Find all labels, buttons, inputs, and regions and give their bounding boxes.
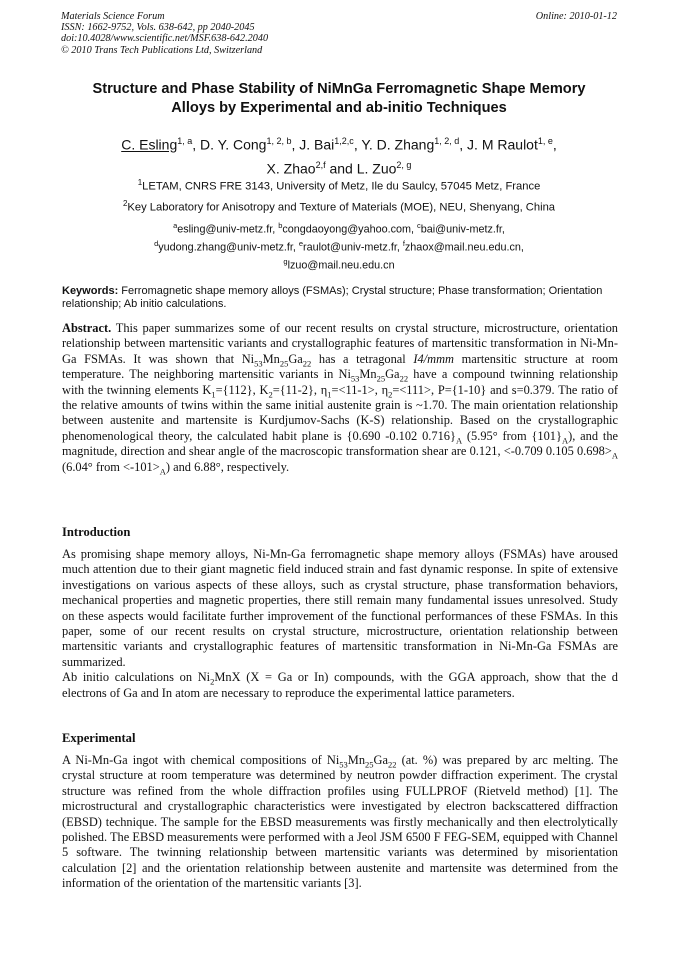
subscript: A bbox=[455, 435, 463, 446]
journal-name: Materials Science Forum bbox=[61, 11, 165, 22]
abstract-text: Mn bbox=[359, 367, 377, 382]
email-link[interactable]: raulot@univ-metz.fr, bbox=[303, 241, 403, 254]
email-sup: e bbox=[298, 239, 304, 249]
aff-text: LETAM, CNRS FRE 3143, University of Metz, Ile du Saulcy, 57045 Metz, France bbox=[142, 180, 541, 193]
abstract-text: Mn bbox=[262, 351, 280, 366]
email-link[interactable]: lzuo@mail.neu.edu.cn bbox=[287, 259, 395, 272]
intro-paragraph-2-cont: MnX (X = Ga or In) compounds, with the GGA approach, show that the d electrons of Ga and In atom are necessary to reproduce the experimental lattice parameters. bbox=[62, 670, 618, 700]
subscript: 25 bbox=[279, 358, 289, 369]
copyright: © 2010 Trans Tech Publications Ltd, Switzerland bbox=[61, 44, 263, 56]
subscript: 22 bbox=[387, 759, 397, 770]
affiliation-2 bbox=[40, 197, 638, 215]
abstract-text: martensitic structure at room temperature. The neighboring martensitic variants in Ni bbox=[62, 351, 618, 382]
abstract-text: ={11-2}, η bbox=[272, 382, 328, 397]
subscript: 2 bbox=[268, 389, 273, 400]
abstract-text: has a tetragonal bbox=[311, 351, 414, 366]
subscript: A bbox=[561, 435, 569, 446]
email-sup: c bbox=[417, 221, 421, 230]
abstract-text: ={112}, K bbox=[215, 382, 269, 397]
keywords-text: Ferromagnetic shape memory alloys (FSMAs); Crystal structure; Phase transformation; Orientation relationship; Ab initio calculations. bbox=[62, 285, 603, 310]
email-sup: d bbox=[154, 239, 159, 249]
affiliation-1 bbox=[40, 176, 638, 194]
email-sup: g bbox=[283, 257, 288, 267]
paper-title bbox=[40, 80, 638, 118]
email-link[interactable]: congdaoyong@yahoo.com, bbox=[282, 223, 417, 236]
online-date: Online: 2010-01-12 bbox=[535, 11, 617, 22]
email-sup: a bbox=[173, 221, 178, 230]
email-link[interactable]: esling@univ-metz.fr, bbox=[177, 223, 279, 236]
author-name: and L. Zuo bbox=[325, 160, 397, 177]
abstract-text: =<111>, P={1-10} and s=0.379. The ratio of the relative amounts of twins within the same initial austenite grain is ~1.70. The main orientation relationship between austenite and martensite is Kurdjumov-Sachs (K-S) relationship. Based on the crystallographic phenomenological theory, the calculated habit plane is {0.690 -0.102 0.716} bbox=[62, 382, 619, 443]
email-link[interactable]: zhaox@mail.neu.edu.cn, bbox=[404, 241, 524, 254]
experimental-text: A Ni-Mn-Ga ingot with chemical compositions of Ni bbox=[62, 753, 340, 767]
author-sup: 2, g bbox=[396, 159, 412, 170]
subscript: 22 bbox=[302, 358, 312, 369]
introduction-heading: Introduction bbox=[62, 525, 131, 539]
author-name: X. Zhao bbox=[266, 160, 316, 177]
aff-text: Key Laboratory for Anisotropy and Texture of Materials (MOE), NEU, Shenyang, China bbox=[127, 201, 556, 214]
abstract-text: Ga bbox=[288, 351, 303, 366]
subscript: 25 bbox=[376, 373, 386, 384]
author-name: C. Esling bbox=[121, 136, 178, 153]
author-name: , J. Bai bbox=[291, 136, 335, 153]
subscript: 22 bbox=[399, 373, 409, 384]
abstract-text: ), and the magnitude, direction and shear angle of the macroscopic transformation shear are 0.121, <-0.709 0.105 0.698> bbox=[62, 428, 619, 459]
author-sup: 1, e bbox=[537, 136, 553, 146]
subscript: 1 bbox=[327, 389, 332, 400]
abstract-text: This paper summarizes some of our recent results on crystal structure, microstructure, orientation relationship between martensitic variants and crystallographic features of martensitic transformation in Ni-Mn-Ga FSMAs. It was shown that Ni bbox=[62, 321, 618, 366]
experimental-heading: Experimental bbox=[62, 731, 136, 745]
intro-paragraph: As promising shape memory alloys, Ni-Mn-Ga ferromagnetic shape memory alloys (FSMAs) have aroused much attention due to their giant magnetic field induced strain and fast dynamic response. In spite of extensive investigations on various aspects of these alloys, such as crystal structure, phase transformation behaviors, mechanical properties and magnetic properties, there still remain many fundamental issues unresolved. Study on these aspects would facilitate further improvement of the functional performances of these FSMAs. In this paper, some of our recent results on crystal structure, microstructure, orientation relationship between martensitic variants and crystallographic features of martensitic transformation in Ni-Mn-Ga FSMAs are summarized. bbox=[62, 547, 618, 669]
subscript: 53 bbox=[350, 373, 360, 384]
author-name: , Y. D. Zhang bbox=[353, 136, 435, 153]
author-name: , J. M Raulot bbox=[459, 136, 538, 153]
abstract-text: ) and 6.88°, respectively. bbox=[165, 459, 290, 474]
abstract-text: Ga bbox=[385, 367, 400, 382]
email-sup: b bbox=[278, 221, 283, 230]
author-name: , D. Y. Cong bbox=[192, 136, 267, 153]
abstract-text: (6.04° from <-101> bbox=[62, 459, 160, 474]
abstract-text: =<11-1>, η bbox=[331, 382, 389, 397]
author-sup: 1, 2, d bbox=[434, 136, 460, 146]
subscript: 53 bbox=[254, 358, 263, 369]
intro-paragraph-2: Ab initio calculations on Ni bbox=[62, 670, 211, 685]
experimental-text: Ga bbox=[373, 753, 388, 767]
experimental-text: (at. %) was prepared by arc melting. The crystal structure at room temperature was determined by neutron powder diffraction experiment. The crystal structure was refined from the whole diffraction profiles using FULLPROF (Rietveld method) [1]. The microstructural and crystallographic characteristics were investigated by electron backscattered diffraction (EBSD) technique. The sample for the EBSD measurements was firstly mechanically and then electrolytically polished. The EBSD measurements were performed with a Jeol JSM 6500 F FEG-SEM, equipped with Channel 5 software. The twinning relationship between martensitic variants was determined by misorientation calculation [2] and the orientation relationship between austenite and martensite was determined from the information of the orientation of the martensitic variants [3]. bbox=[62, 753, 619, 891]
abstract-text: (5.95° from {101} bbox=[462, 428, 562, 443]
subscript: 53 bbox=[339, 759, 348, 770]
space-group: I4/mmm bbox=[413, 351, 454, 366]
title-line-2: Alloys by Experimental and ab-initio Techniques bbox=[171, 100, 507, 116]
journal-header bbox=[61, 11, 617, 56]
subscript: 1 bbox=[211, 389, 216, 400]
author-sup: 1,2,c bbox=[334, 136, 354, 146]
keywords-label: Keywords: bbox=[62, 285, 119, 297]
subscript: 2 bbox=[388, 389, 393, 400]
subscript: A bbox=[159, 466, 166, 477]
author-sep: , bbox=[552, 136, 557, 153]
abstract bbox=[62, 321, 618, 475]
experimental-body bbox=[62, 753, 618, 892]
author-sup: 1, a bbox=[177, 136, 193, 146]
author-sup: 1, 2, b bbox=[266, 136, 292, 146]
keywords bbox=[62, 285, 618, 310]
title-line-1: Structure and Phase Stability of NiMnGa Ferromagnetic Shape Memory bbox=[92, 81, 586, 97]
issn: ISSN: 1662-9752, Vols. 638-642, pp 2040-2045 bbox=[61, 22, 255, 34]
author-sup: 2,f bbox=[315, 159, 326, 170]
author-list bbox=[40, 131, 638, 178]
aff-sup: 2 bbox=[122, 199, 128, 208]
email-link[interactable]: bai@univ-metz.fr, bbox=[420, 223, 505, 236]
email-list bbox=[40, 219, 638, 273]
experimental-text: Mn bbox=[347, 753, 366, 767]
aff-sup: 1 bbox=[137, 178, 143, 187]
abstract-label: Abstract. bbox=[62, 321, 112, 335]
abstract-text: have a compound twinning relationship with the twinning elements K bbox=[62, 367, 618, 397]
subscript: A bbox=[611, 450, 618, 461]
email-sup: f bbox=[402, 239, 405, 249]
introduction-body bbox=[62, 547, 618, 701]
email-link[interactable]: yudong.zhang@univ-metz.fr, bbox=[158, 241, 299, 254]
subscript: 25 bbox=[365, 759, 374, 770]
doi: doi:10.4028/www.scientific.net/MSF.638-642.2040 bbox=[61, 33, 269, 45]
subscript: 2 bbox=[210, 676, 215, 687]
